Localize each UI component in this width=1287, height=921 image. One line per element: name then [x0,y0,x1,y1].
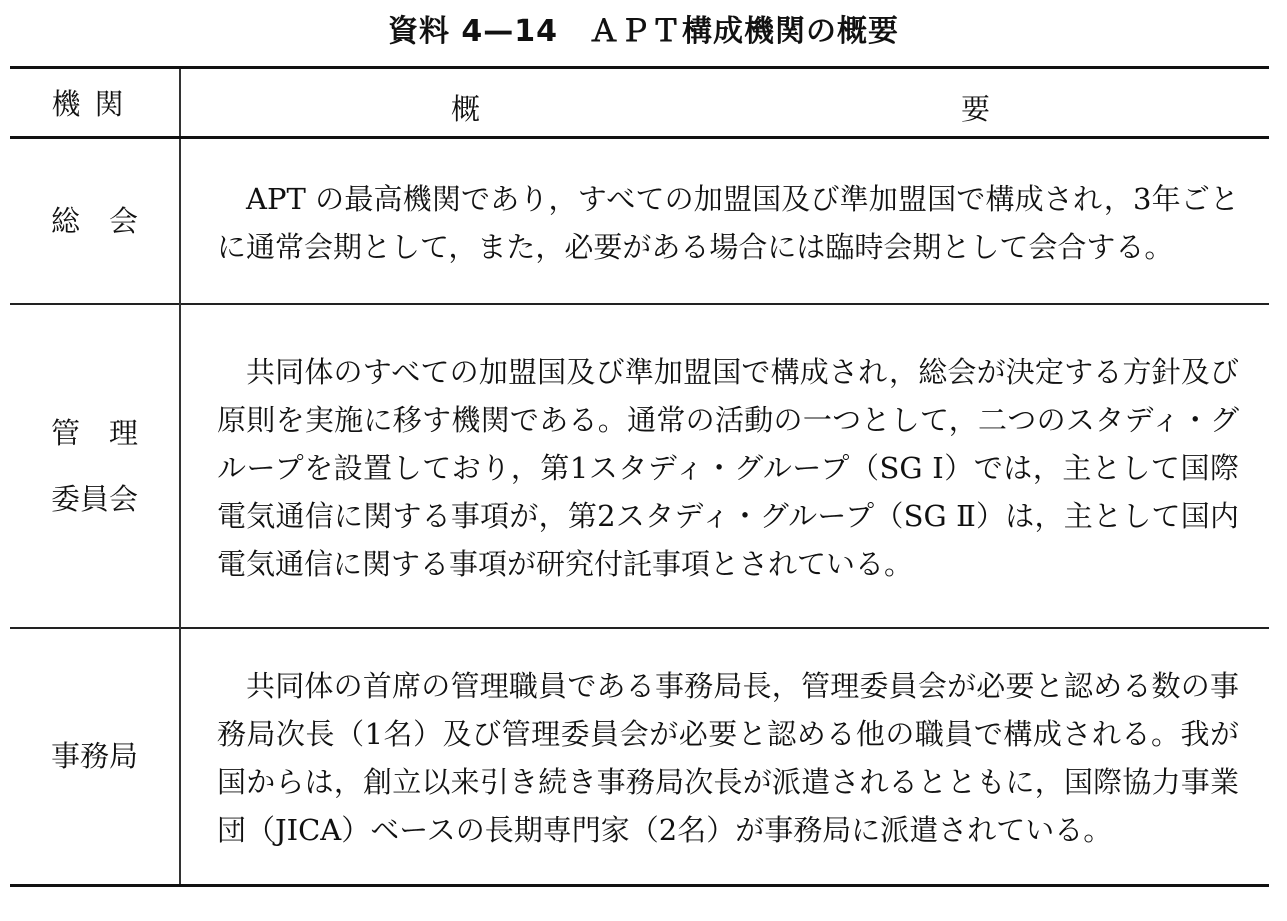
organization-name: 事務局 [50,739,138,774]
table-header-row [10,68,1269,138]
organization-summary-table [10,66,1269,887]
organization-name-line: 委員会 [50,481,138,516]
organization-name: 総 会 [50,203,138,238]
organization-name-line: 管 理 [50,415,138,450]
header-summary-left: 概 [451,92,481,126]
summary-cell: 共同体のすべての加盟国及び準加盟国で構成され，総会が決定する方針及び原則を実施に移す機関である。通常の活動の一つとして，二つのスタディ・グループを設置しており，第1スタディ・グループ（SG Ⅰ）では，主として国際電気通信に関する事項が，第2スタディ・グループ（SG Ⅱ）は，主として国内電気通信に関する事項が研究付託事項とされている。 [217,354,1239,581]
table-row [10,304,1269,628]
table-row [10,628,1269,886]
summary-cell: 共同体の首席の管理職員である事務局長，管理委員会が必要と認める数の事務局次長（1名）及び管理委員会が必要と認める他の職員で構成される。我が国からは，創立以来引き続き事務局次長が派遣されるとともに，国際協力事業団（JICA）ベースの長期専門家（2名）が事務局に派遣されている。 [217,669,1239,848]
header-summary-right: 要 [961,92,991,126]
table-row [10,138,1269,304]
header-organization: 機関 [10,68,180,138]
summary-cell: APT の最高機関であり，すべての加盟国及び準加盟国で構成され，3年ごとに通常会期として，また，必要がある場合には臨時会期として会合する。 [217,181,1239,264]
organization-cell [10,138,180,304]
header-summary [180,68,1269,138]
organization-cell [10,628,180,886]
organization-cell [10,304,180,628]
document-title: 資料 4—14 ＡＰＴ構成機関の概要 [387,14,900,49]
